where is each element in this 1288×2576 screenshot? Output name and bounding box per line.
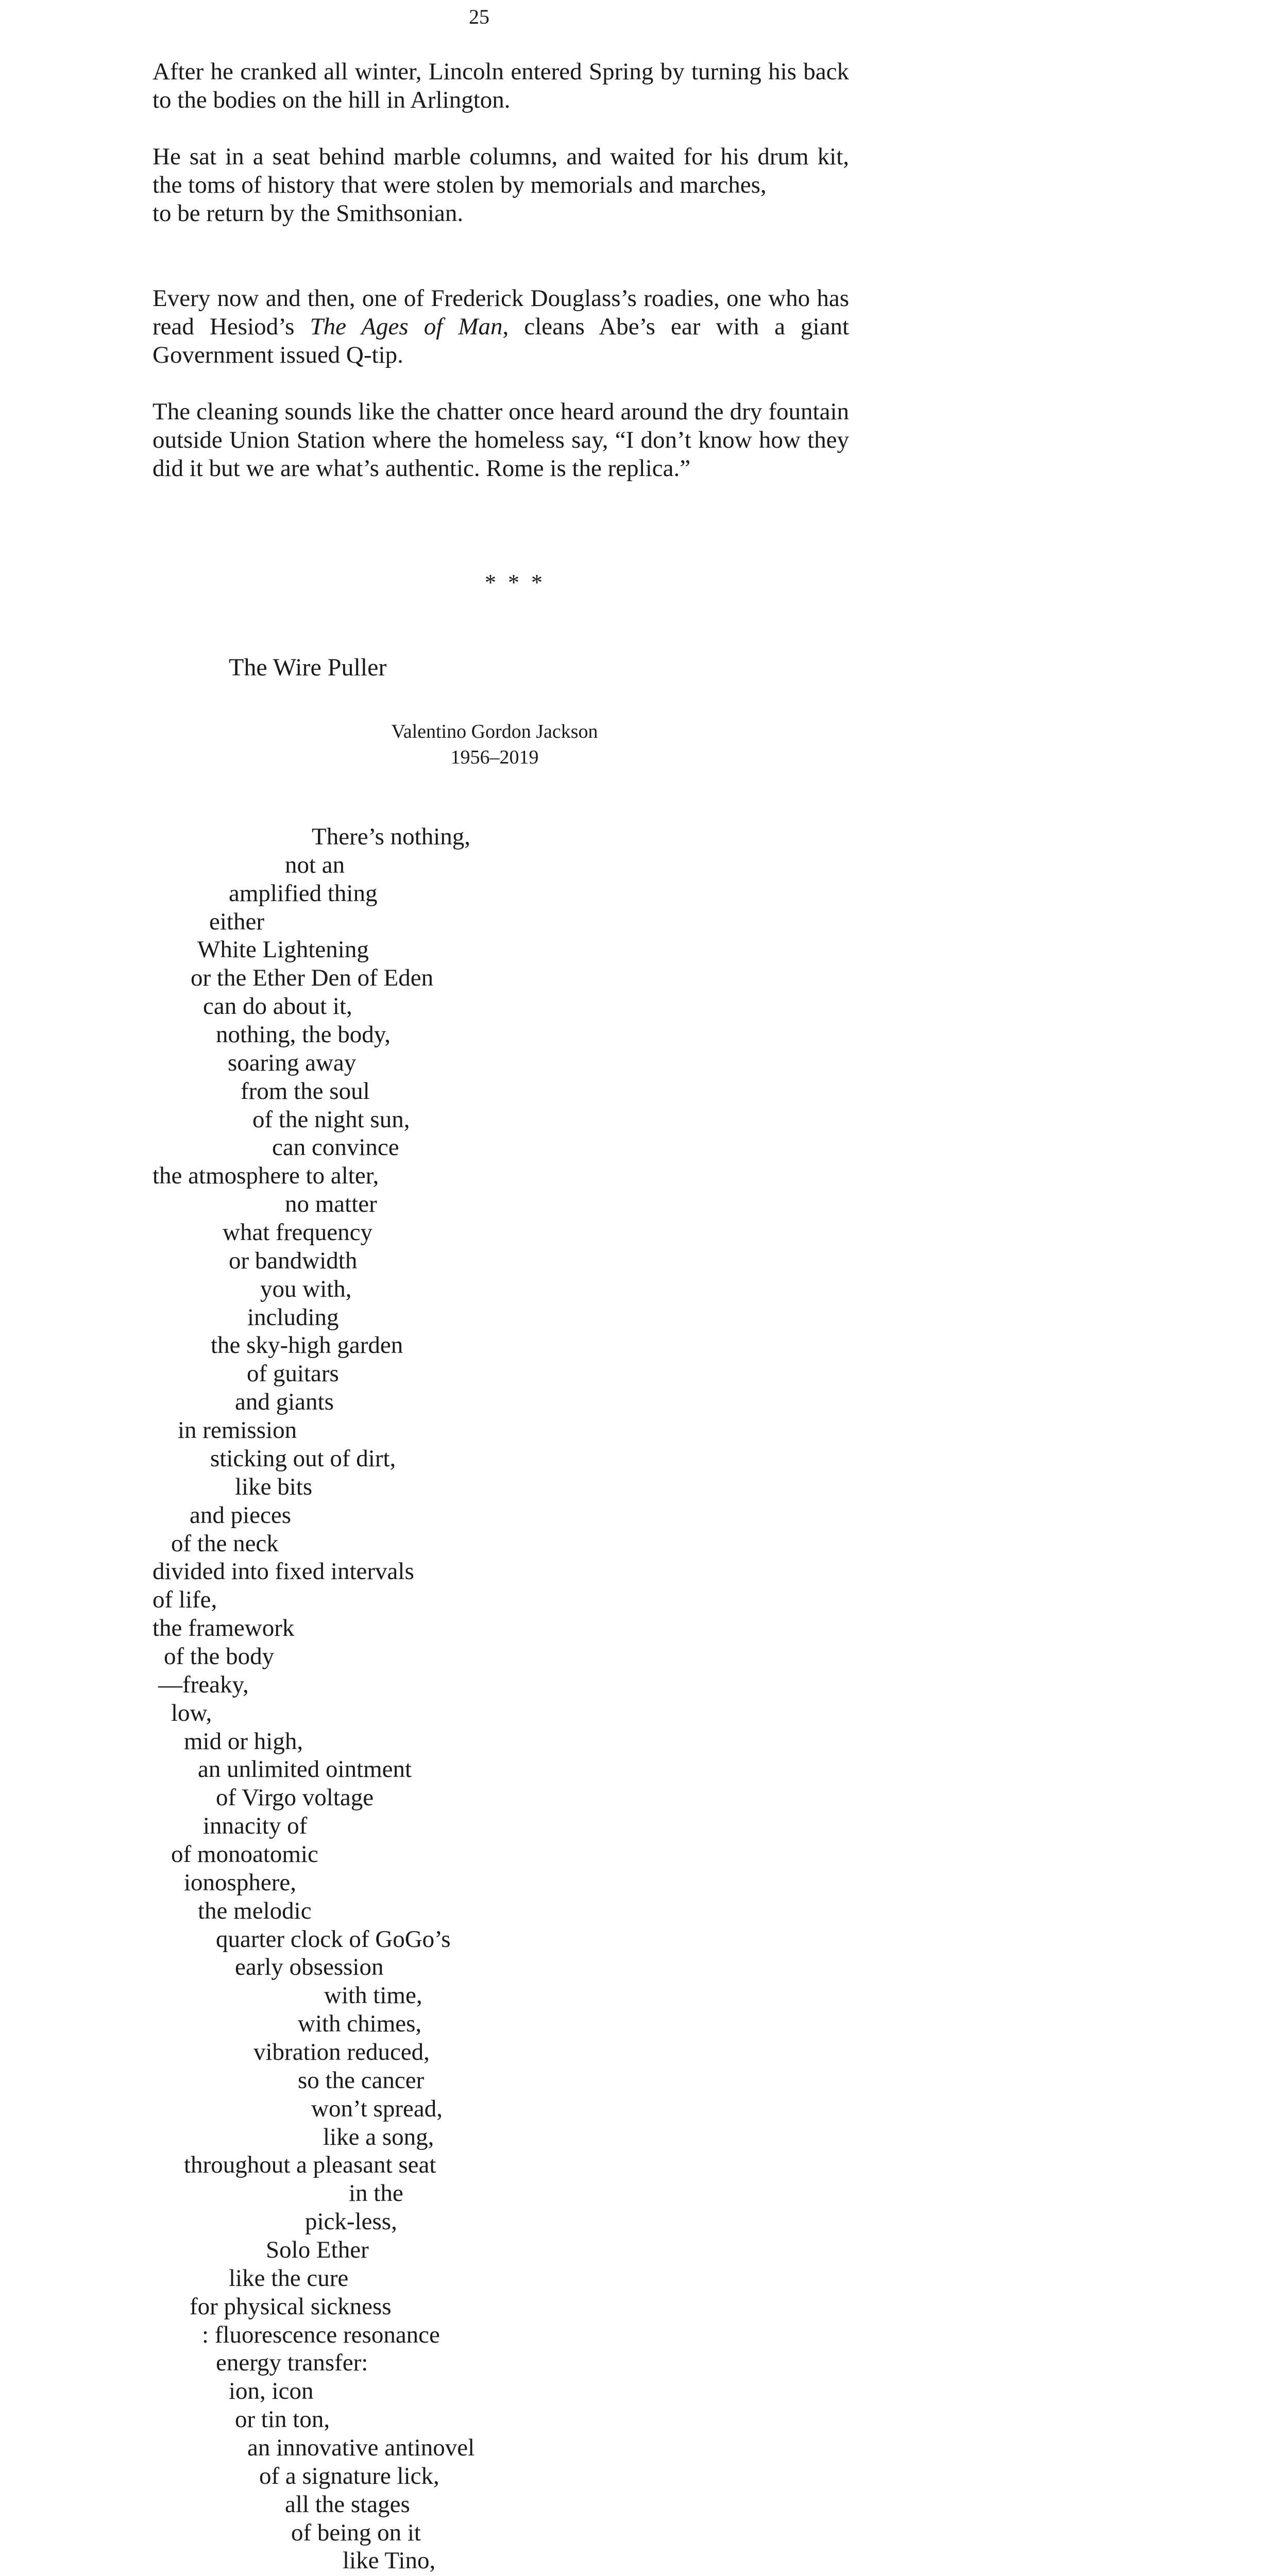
poem-line: or tin ton, bbox=[235, 2406, 330, 2433]
poem-line: you with, bbox=[260, 1276, 352, 1302]
poem-line: energy transfer: bbox=[216, 2349, 368, 2376]
poem-line: the melodic bbox=[198, 1897, 312, 1924]
poem-line: in the bbox=[349, 2180, 403, 2207]
poem-line: with chimes, bbox=[298, 2010, 422, 2037]
poem-line: amplified thing bbox=[229, 880, 378, 907]
poem-line: mid or high, bbox=[184, 1728, 303, 1755]
paragraph-text bbox=[152, 284, 849, 369]
poem-line: —freaky, bbox=[158, 1671, 249, 1698]
paragraph-text: He sat in a seat behind marble columns, and waited for his drum kit, the toms of history that were stolen by memorials and marches, bbox=[152, 143, 849, 198]
poem-line: divided into fixed intervals bbox=[152, 1558, 414, 1585]
poem-line: of the night sun, bbox=[252, 1106, 410, 1133]
poem-line: from the soul bbox=[241, 1078, 370, 1105]
poem-line: ionosphere, bbox=[184, 1869, 296, 1896]
poem-line: an unlimited ointment bbox=[198, 1756, 412, 1783]
page-number: 25 bbox=[469, 5, 489, 28]
poem-line: for physical sickness bbox=[190, 2293, 392, 2320]
poem-line: what frequency bbox=[223, 1219, 372, 1246]
paragraph-text-end: , cleans Abe’s ear with a giant Government issued Q-tip. bbox=[152, 313, 850, 368]
prose-paragraph-3 bbox=[152, 284, 849, 369]
poem-title: The Wire Puller bbox=[229, 654, 387, 681]
poem-line: throughout a pleasant seat bbox=[184, 2151, 436, 2178]
poem-line: of the neck bbox=[171, 1530, 279, 1557]
poem-line: the framework bbox=[152, 1615, 295, 1641]
poem-line: pick-less, bbox=[305, 2208, 397, 2235]
poem-line: like Tino, bbox=[343, 2547, 436, 2574]
poem-line: of monoatomic bbox=[171, 1841, 318, 1868]
poem-line: of the body bbox=[164, 1643, 275, 1670]
poem-line: early obsession bbox=[235, 1954, 384, 1980]
poem-line: can do about it, bbox=[203, 993, 352, 1020]
author-dates: 1956–2019 bbox=[450, 747, 539, 768]
poem-line: of Virgo voltage bbox=[216, 1784, 374, 1811]
poem-line: an innovative antinovel bbox=[247, 2434, 475, 2461]
poem-line: sticking out of dirt, bbox=[210, 1445, 396, 1472]
poem-line: and giants bbox=[235, 1388, 334, 1415]
poem-line: can convince bbox=[272, 1134, 399, 1161]
poem-line: low, bbox=[171, 1700, 212, 1726]
poem-line: There’s nothing, bbox=[312, 823, 471, 850]
poem-line: including bbox=[247, 1304, 339, 1331]
book-title: The Ages of Man bbox=[310, 313, 503, 340]
prose-paragraph-4 bbox=[152, 398, 849, 483]
paragraph-last-line: to be return by the Smithsonian. bbox=[152, 200, 464, 227]
poem-line: quarter clock of GoGo’s bbox=[216, 1926, 451, 1953]
poem-line: White Lightening bbox=[197, 936, 369, 963]
poem-byline bbox=[289, 719, 701, 770]
poem-line: so the cancer bbox=[298, 2067, 425, 2094]
paragraph-text: The cleaning sounds like the chatter once heard around the dry fountain outside Union Station where the homeless say, “I don’t know how they did it but we are what’s authentic. Rome is the replica.” bbox=[152, 398, 849, 482]
poem-line: the atmosphere to alter, bbox=[152, 1162, 379, 1189]
paragraph-text-start: Every now and then, one of Frederick Douglass’s roadies, one who has read Hesiod’s bbox=[152, 285, 849, 340]
poem-line: with time, bbox=[324, 1982, 422, 2009]
poem-line: ion, icon bbox=[229, 2378, 314, 2404]
poem-line: no matter bbox=[285, 1191, 377, 1217]
poem-line: all the stages bbox=[285, 2491, 410, 2518]
poem-line: not an bbox=[285, 852, 345, 878]
poem-line: : fluorescence resonance bbox=[202, 2321, 440, 2348]
poem-line: of a signature lick, bbox=[259, 2463, 439, 2489]
prose-paragraph-2 bbox=[152, 143, 849, 228]
poem-line: Solo Ether bbox=[266, 2236, 369, 2263]
poem-line: like the cure bbox=[229, 2265, 349, 2292]
poem-line: vibration reduced, bbox=[253, 2039, 430, 2065]
poem-line: like bits bbox=[235, 1473, 313, 1500]
poem-line: of life, bbox=[152, 1586, 217, 1613]
poem-line: of guitars bbox=[247, 1360, 339, 1387]
poem-line: or bandwidth bbox=[229, 1247, 358, 1274]
poem-line: like a song, bbox=[323, 2124, 434, 2150]
author-name: Valentino Gordon Jackson bbox=[391, 721, 598, 742]
poem-line: either bbox=[209, 908, 264, 935]
poem-line: innacity of bbox=[203, 1812, 308, 1839]
poem-line: nothing, the body, bbox=[216, 1021, 391, 1048]
poem-line: or the Ether Den of Eden bbox=[191, 964, 434, 991]
poem-line: of being on it bbox=[291, 2519, 421, 2546]
poem-line: soaring away bbox=[228, 1049, 357, 1076]
section-divider: * * * bbox=[485, 570, 546, 595]
poem-line: won’t spread, bbox=[311, 2095, 443, 2122]
poem-line: and pieces bbox=[190, 1502, 292, 1529]
poem-line: the sky-high garden bbox=[211, 1332, 403, 1359]
paragraph-text: After he cranked all winter, Lincoln entered Spring by turning his back to the bodies on the hill in Arlington. bbox=[152, 58, 849, 113]
prose-paragraph-1 bbox=[152, 58, 849, 114]
poem-line: in remission bbox=[178, 1417, 297, 1444]
